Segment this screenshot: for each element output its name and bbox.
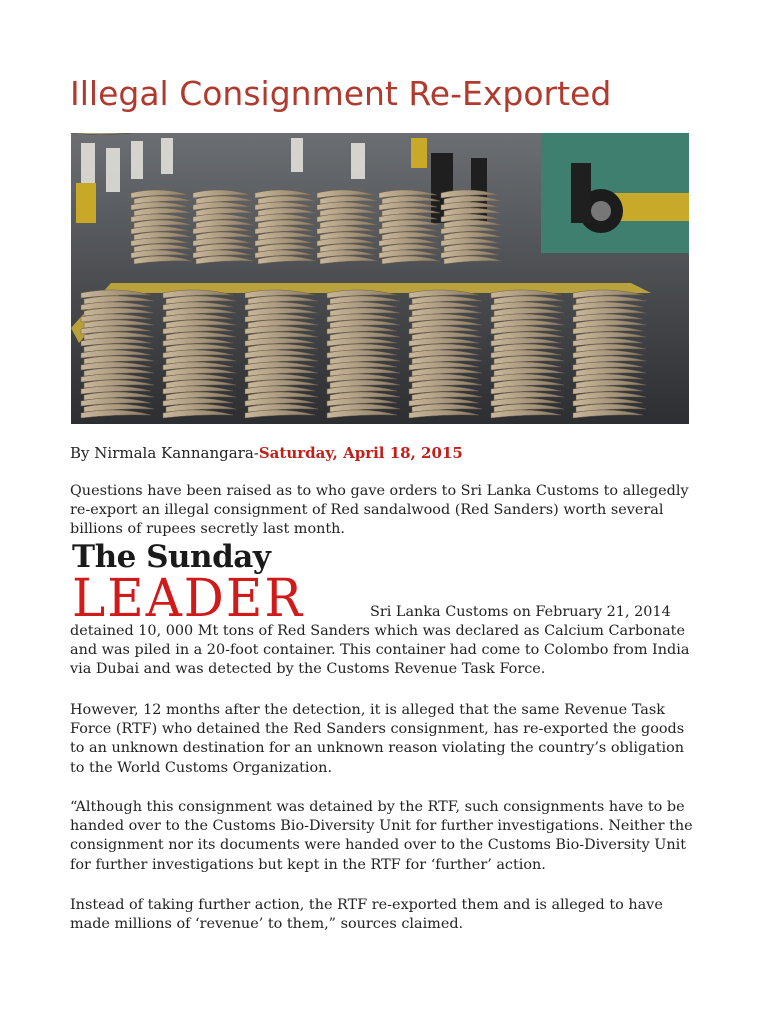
paragraph-detention: detained 10, 000 Mt tons of Red Sanders which was declared as Calcium Carbonate and was piled in a 20-foot container. This container had come to Colombo from India via Dubai and was detected by the Customs Revenue Task Force. <box>70 623 690 678</box>
paragraph-claim: Instead of taking further action, the RTF re-exported them and is alleged to have made millions of ‘revenue’ to them,” sources claimed. <box>70 897 663 933</box>
paragraph-reexport: However, 12 months after the detection, it is alleged that the same Revenue Task Force (RTF) who detained the Red Sanders consignment, has re-exported the goods to an unknown destination for an unknown reason violating the country’s obligation to the World Customs Organization. <box>70 702 685 776</box>
article-photo <box>71 133 689 424</box>
logo-line-2: LEADER <box>72 567 305 629</box>
logo-line-1: The Sunday <box>72 539 271 575</box>
article-title: Illegal Consignment Re-Exported <box>70 74 612 113</box>
byline-author: By Nirmala Kannangara- <box>70 444 259 462</box>
sunday-leader-logo <box>72 539 368 629</box>
paragraph-quote: “Although this consignment was detained by the RTF, such consignments have to be handed over to the Customs Bio-Diversity Unit for further investigations. Neither the consignment nor its documents were handed over to the Customs Bio-Diversity Unit for further investigations but kept in the RTF for ‘further’ action. <box>70 799 693 873</box>
paragraph-intro: Questions have been raised as to who gave orders to Sri Lanka Customs to allegedly re-export an illegal consignment of Red sandalwood (Red Sanders) worth several billions of rupees secretly last month. <box>70 483 689 538</box>
byline <box>70 442 710 464</box>
paragraph-lead-inline: Sri Lanka Customs on February 21, 2014 <box>370 604 671 620</box>
publish-date: Saturday, April 18, 2015 <box>258 444 463 462</box>
